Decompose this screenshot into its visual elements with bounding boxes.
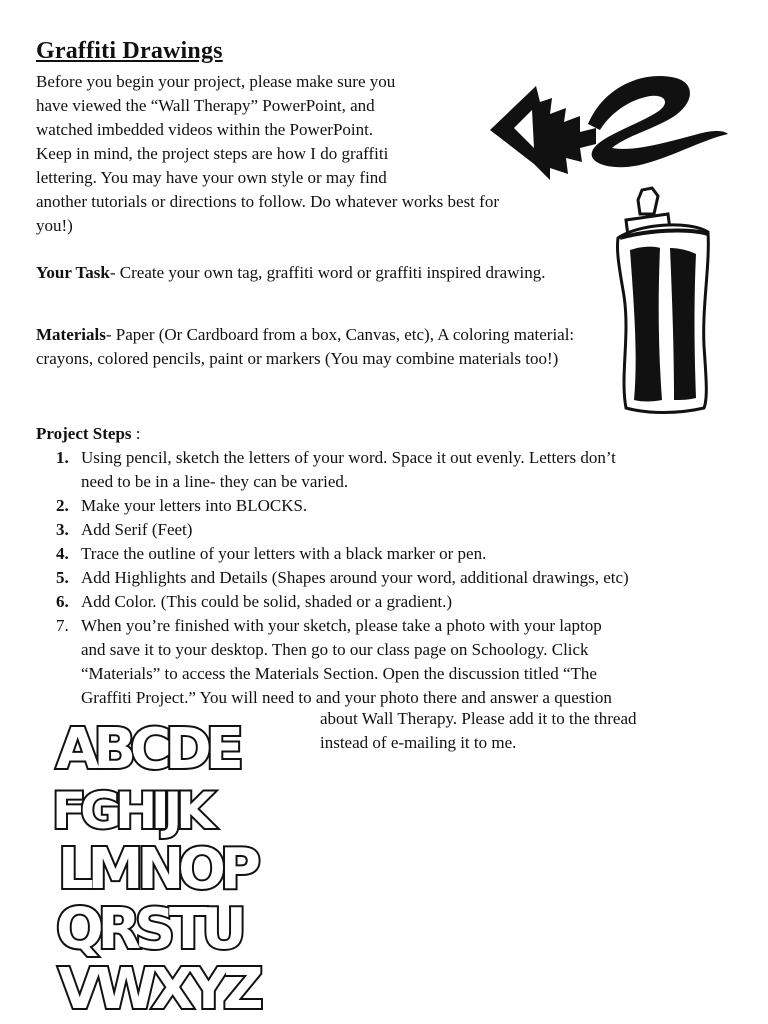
task-label: Your Task: [36, 263, 110, 282]
intro-line: lettering. You may have your own style or may find: [36, 168, 387, 187]
step-item: [36, 518, 736, 542]
step-7-continuation: [320, 707, 740, 755]
materials-text: - Paper (Or Cardboard from a box, Canvas, etc), A coloring material: crayons, colored pencils, paint or markers (You may combine materials too!): [36, 325, 575, 368]
intro-line: Before you begin your project, please make sure you: [36, 72, 396, 91]
steps-heading: [36, 422, 141, 446]
alphabet-row: ABCDE: [56, 717, 238, 782]
intro-line: watched imbedded videos within the PowerPoint.: [36, 120, 374, 139]
intro-line: Keep in mind, the project steps are how I do graffiti: [36, 144, 389, 163]
alphabet-row: LMNOP: [58, 837, 255, 902]
materials-paragraph: [36, 323, 606, 371]
intro-line: you!): [36, 216, 73, 235]
step-number: 1.: [56, 448, 69, 467]
step-line: Add Highlights and Details (Shapes around your word, additional drawings, etc): [81, 568, 629, 587]
graffiti-arrow-icon: [484, 64, 732, 184]
step-item: [36, 590, 736, 614]
alphabet-row: QRSTU: [56, 897, 241, 962]
step-line: Add Serif (Feet): [81, 520, 193, 539]
step-number: 4.: [56, 544, 69, 563]
step-line: Add Color. (This could be solid, shaded or a gradient.): [81, 592, 453, 611]
step-line: Trace the outline of your letters with a black marker or pen.: [81, 544, 487, 563]
step-line: need to be in a line- they can be varied.: [81, 472, 349, 491]
materials-label: Materials: [36, 325, 106, 344]
step-line: Using pencil, sketch the letters of your word. Space it out evenly. Letters don’t: [81, 448, 616, 467]
step-line: and save it to your desktop. Then go to our class page on Schoology. Click: [81, 640, 589, 659]
step-item: [36, 566, 736, 590]
step-line: Graffiti Project.” You will need to and your photo there and answer a question: [81, 688, 612, 707]
steps-list: [36, 446, 736, 710]
task-paragraph: [36, 261, 596, 285]
step-line: When you’re finished with your sketch, please take a photo with your laptop: [81, 616, 602, 635]
step-number: 6.: [56, 592, 69, 611]
step-item: [36, 614, 736, 710]
steps-heading-suffix: :: [131, 424, 141, 443]
alphabet-row: VWXYZ: [58, 957, 258, 1018]
step-number: 3.: [56, 520, 69, 539]
step-item: [36, 542, 736, 566]
step-line: Make your letters into BLOCKS.: [81, 496, 308, 515]
intro-line: another tutorials or directions to follow. Do whatever works best for: [36, 192, 499, 211]
intro-line: have viewed the “Wall Therapy” PowerPoint, and: [36, 96, 375, 115]
alphabet-row: FGHIJK: [52, 782, 209, 840]
task-text: - Create your own tag, graffiti word or graffiti inspired drawing.: [109, 263, 546, 282]
page-title: Graffiti Drawings: [36, 38, 223, 64]
step-item: [36, 446, 736, 494]
step-line: “Materials” to access the Materials Section. Open the discussion titled “The: [81, 664, 597, 683]
step-number: 5.: [56, 568, 69, 587]
step-number: 7.: [56, 616, 69, 635]
spray-can-icon: [608, 186, 718, 416]
step-number: 2.: [56, 496, 69, 515]
step-line: instead of e-mailing it to me.: [320, 733, 517, 752]
steps-heading-label: Project Steps: [36, 424, 132, 443]
step-line: about Wall Therapy. Please add it to the thread: [320, 709, 637, 728]
graffiti-alphabet-image: [52, 712, 274, 1018]
step-item: [36, 494, 736, 518]
